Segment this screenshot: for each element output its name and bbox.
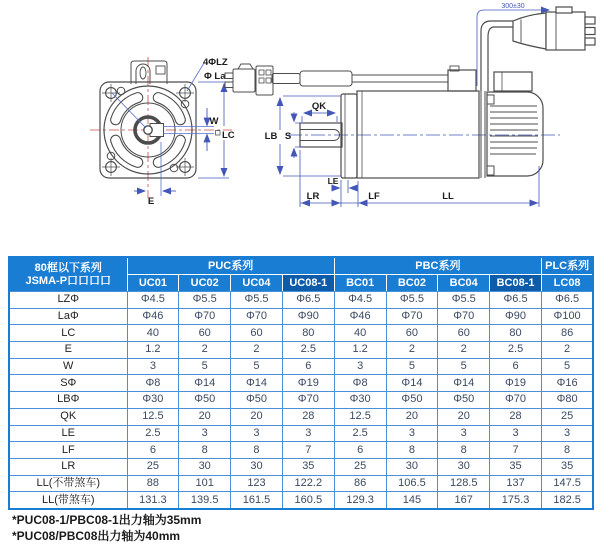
spec-row [9,342,593,359]
value-cell: 123 [231,475,283,492]
value-cell: 8 [386,442,438,459]
value-cell: Φ70 [386,308,438,325]
side-view [225,3,595,207]
dim-label: QK [9,408,127,425]
value-cell: 161.5 [231,492,283,509]
value-cell: 35 [541,458,593,475]
value-cell: 25 [127,458,179,475]
label-lb: LB [264,131,278,142]
value-cell: 30 [231,458,283,475]
wire-connectors [225,64,273,95]
value-cell: 2 [541,342,593,359]
value-cell: Φ14 [179,375,231,392]
series-group-header: PBC系列 [334,257,541,275]
front-view [90,57,235,207]
value-cell: 182.5 [541,492,593,509]
value-cell: 128.5 [438,475,490,492]
value-cell: Φ90 [490,308,542,325]
value-cell: 3 [438,425,490,442]
model-header-UC01: UC01 [127,275,179,292]
label-4lz: 4ΦLZ [203,57,228,68]
cable-conduit [272,71,448,86]
label-s: S [284,131,292,142]
value-cell: Φ6.5 [541,292,593,309]
value-cell: 139.5 [179,492,231,509]
top-connector [131,61,167,84]
value-cell: 30 [179,458,231,475]
motor-body [357,91,479,178]
dim-label: LF [9,442,127,459]
series-group-header: PUC系列 [127,257,334,275]
dim-label: E [9,342,127,359]
dim-label: LBΦ [9,392,127,409]
value-cell: Φ50 [386,392,438,409]
value-cell: 3 [386,425,438,442]
value-cell: 2 [179,342,231,359]
value-cell: 2.5 [490,342,542,359]
value-cell: 20 [386,408,438,425]
value-cell: Φ14 [438,375,490,392]
value-cell: 35 [490,458,542,475]
value-cell: Φ30 [127,392,179,409]
terminal-box-left [448,70,476,91]
value-cell: 88 [127,475,179,492]
value-cell: 86 [334,475,386,492]
spec-row [9,308,593,325]
value-cell: Φ100 [541,308,593,325]
value-cell: 80 [282,325,334,342]
value-cell: 80 [490,325,542,342]
series-header-cell: 80框以下系列 JSMA-P口口口口 [9,257,127,292]
value-cell: Φ46 [334,308,386,325]
value-cell: Φ6.5 [490,292,542,309]
spec-row [9,325,593,342]
value-cell: Φ70 [231,308,283,325]
qk-dimension [302,113,337,122]
dim-label: LR [9,458,127,475]
value-cell: 122.2 [282,475,334,492]
spec-row [9,408,593,425]
model-header-BC08-1: BC08-1 [490,275,542,292]
value-cell: 12.5 [334,408,386,425]
square-symbol [216,131,221,136]
value-cell: 20 [179,408,231,425]
value-cell: 3 [231,425,283,442]
value-cell: 145 [386,492,438,509]
value-cell: Φ70 [179,308,231,325]
label-cable-length: 300±30 [501,3,525,10]
value-cell: 8 [541,442,593,459]
value-cell: 30 [438,458,490,475]
value-cell: 60 [386,325,438,342]
value-cell: 167 [438,492,490,509]
value-cell: 2.5 [334,425,386,442]
value-cell: Φ16 [541,375,593,392]
dim-label: LL(带煞车) [9,492,127,509]
value-cell: Φ30 [334,392,386,409]
value-cell: Φ6.5 [282,292,334,309]
value-cell: 2.5 [282,342,334,359]
value-cell: 175.3 [490,492,542,509]
dim-label: SΦ [9,375,127,392]
label-le: LE [327,176,339,186]
value-cell: 1.2 [334,342,386,359]
footnote-line: *PUC08-1/PBC08-1出力轴为35mm [12,513,202,527]
spec-row [9,492,593,509]
housing-ribs [490,106,538,154]
dimension-diagram [0,0,600,252]
series-group-header: PLC系列 [541,257,593,275]
value-cell: 6 [334,442,386,459]
value-cell: 28 [282,408,334,425]
spec-row [9,425,593,442]
dim-label: LaΦ [9,308,127,325]
dim-label: LZΦ [9,292,127,309]
value-cell: 3 [282,425,334,442]
footnote-line: *PUC08/PBC08出力轴为40mm [12,529,181,543]
value-cell: 5 [179,358,231,375]
value-cell: 28 [490,408,542,425]
value-cell: 5 [541,358,593,375]
value-cell: Φ50 [231,392,283,409]
value-cell: Φ50 [179,392,231,409]
flange-plate [341,94,357,178]
value-cell: 5 [231,358,283,375]
value-cell: 35 [282,458,334,475]
model-header-UC04: UC04 [231,275,283,292]
spec-table [8,256,594,510]
value-cell: 6 [282,358,334,375]
value-cell: 7 [282,442,334,459]
value-cell: 20 [231,408,283,425]
model-header-BC01: BC01 [334,275,386,292]
value-cell: 60 [438,325,490,342]
spec-row [9,475,593,492]
label-ll: LL [442,191,454,202]
label-lf: LF [368,191,380,202]
terminal-box-right [494,72,532,91]
model-header-UC08-1: UC08-1 [282,275,334,292]
value-cell: 2 [386,342,438,359]
value-cell: 147.5 [541,475,593,492]
model-header-BC04: BC04 [438,275,490,292]
dim-label: LC [9,325,127,342]
spec-row [9,375,593,392]
value-cell: Φ4.5 [334,292,386,309]
value-cell: 129.3 [334,492,386,509]
value-cell: 3 [179,425,231,442]
dim-label: W [9,358,127,375]
value-cell: Φ19 [282,375,334,392]
value-cell: 60 [231,325,283,342]
value-cell: Φ5.5 [231,292,283,309]
model-header-LC08: LC08 [541,275,593,292]
value-cell: 20 [438,408,490,425]
value-cell: 25 [334,458,386,475]
label-la: Φ La [204,71,226,82]
value-cell: Φ70 [282,392,334,409]
value-cell: Φ5.5 [438,292,490,309]
spec-row [9,458,593,475]
label-w: W [209,116,219,127]
dim-label: LL(不带煞车) [9,475,127,492]
value-cell: Φ50 [438,392,490,409]
value-cell: 101 [179,475,231,492]
value-cell: 5 [438,358,490,375]
value-cell: 8 [438,442,490,459]
value-cell: 2 [438,342,490,359]
value-cell: 6 [490,358,542,375]
value-cell: Φ8 [127,375,179,392]
value-cell: Φ14 [231,375,283,392]
value-cell: 106.5 [386,475,438,492]
value-cell: Φ8 [334,375,386,392]
rear-housing [487,92,543,176]
value-cell: 1.2 [127,342,179,359]
encoder-cable [481,21,514,91]
value-cell: 12.5 [127,408,179,425]
value-cell: 3 [490,425,542,442]
value-cell: 137 [490,475,542,492]
label-lc: LC [222,130,235,141]
value-cell: 160.5 [282,492,334,509]
value-cell: 131.3 [127,492,179,509]
value-cell: Φ14 [386,375,438,392]
value-cell: 25 [541,408,593,425]
spec-row [9,442,593,459]
value-cell: 3 [541,425,593,442]
value-cell: Φ5.5 [386,292,438,309]
footnotes [12,512,201,544]
label-lr: LR [306,191,320,202]
value-cell: 8 [179,442,231,459]
value-cell: 3 [334,358,386,375]
spec-row [9,358,593,375]
spec-row [9,292,593,309]
value-cell: Φ4.5 [127,292,179,309]
value-cell: 3 [127,358,179,375]
connector-plug [513,7,595,50]
value-cell: Φ19 [490,375,542,392]
value-cell: 2 [231,342,283,359]
value-cell: 86 [541,325,593,342]
value-cell: Φ80 [541,392,593,409]
value-cell: Φ46 [127,308,179,325]
dim-label: LE [9,425,127,442]
value-cell: 8 [231,442,283,459]
value-cell: Φ70 [438,308,490,325]
value-cell: 30 [386,458,438,475]
spec-row [9,392,593,409]
label-e: E [147,196,155,207]
value-cell: 7 [490,442,542,459]
value-cell: 2.5 [127,425,179,442]
label-qk: QK [311,101,327,112]
value-cell: 40 [334,325,386,342]
value-cell: Φ70 [490,392,542,409]
value-cell: 5 [386,358,438,375]
value-cell: Φ5.5 [179,292,231,309]
value-cell: 6 [127,442,179,459]
model-header-UC02: UC02 [179,275,231,292]
value-cell: Φ90 [282,308,334,325]
model-header-BC02: BC02 [386,275,438,292]
value-cell: 40 [127,325,179,342]
value-cell: 60 [179,325,231,342]
